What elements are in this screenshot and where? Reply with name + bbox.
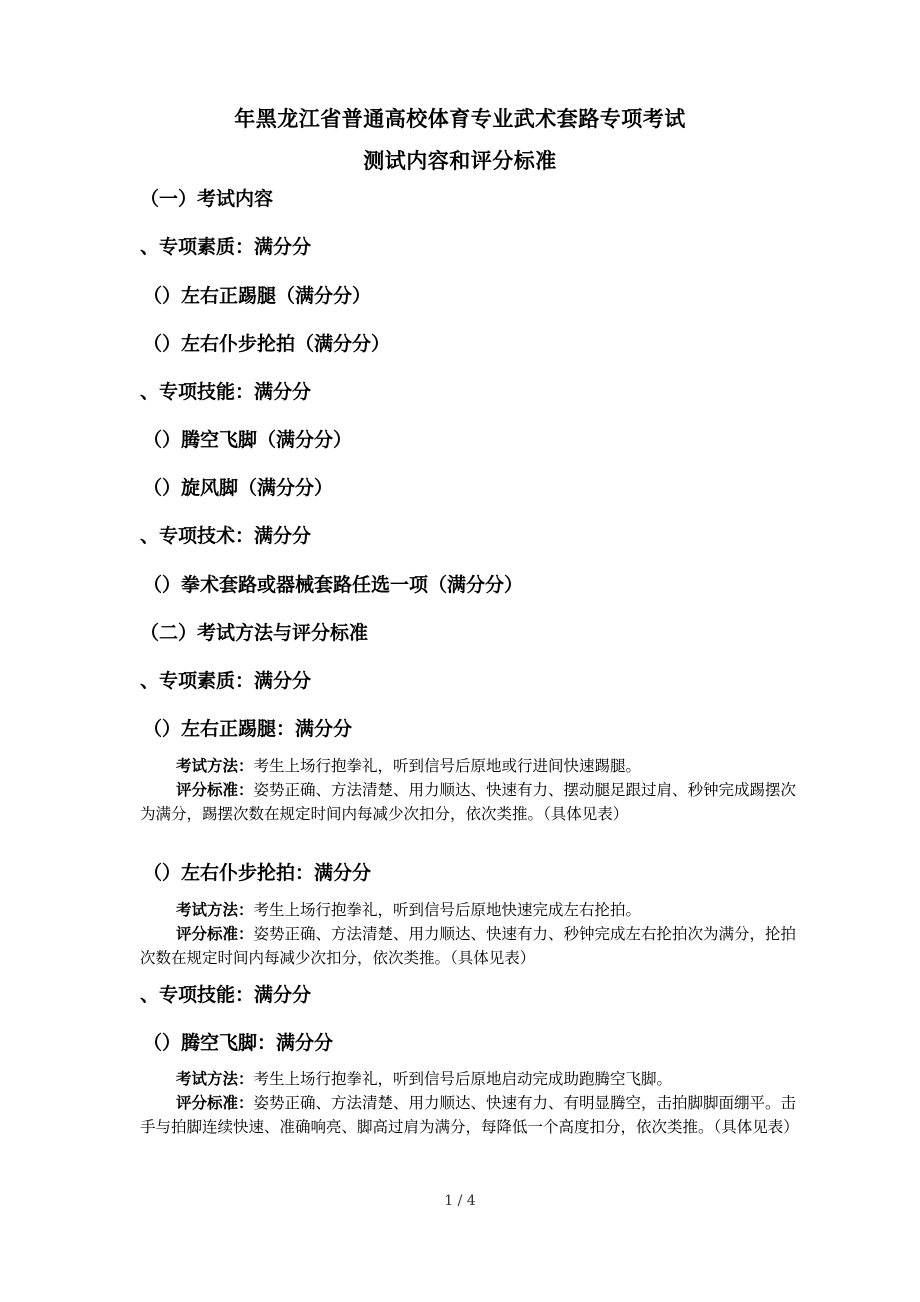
- label-standard: 评分标准：: [176, 780, 254, 799]
- method-text-1: 考生上场行抱拳礼，听到信号后原地或行进间快速踢腿。: [253, 757, 642, 775]
- subitem-lunge-swing-2: （）左右仆步抡拍：满分分: [143, 862, 372, 884]
- subitem-front-kick: （）左右正踢腿（满分分）: [143, 285, 372, 307]
- subitem-front-kick-2: （）左右正踢腿：满分分: [143, 718, 353, 740]
- paragraph-method-1: [140, 754, 800, 779]
- paragraph-method-2: [140, 898, 800, 923]
- subitem-lunge-swing: （）左右仆步抡拍（满分分）: [143, 333, 391, 355]
- method-text-3: 考生上场行抱拳礼，听到信号后原地启动完成助跑腾空飞脚。: [253, 1070, 673, 1088]
- page-number: 1 / 4: [444, 1193, 476, 1209]
- label-method: 考试方法：: [176, 756, 254, 775]
- label-method: 考试方法：: [176, 900, 254, 919]
- subitem-flying-kick-2: （）腾空飞脚：满分分: [143, 1032, 334, 1054]
- label-method: 考试方法：: [176, 1069, 254, 1088]
- item-heading-quality: 、专项素质：满分分: [140, 236, 312, 258]
- item-heading-quality-2: 、专项素质：满分分: [140, 670, 312, 692]
- subitem-flying-kick: （）腾空飞脚（满分分）: [143, 429, 353, 451]
- item-heading-skill-2: 、专项技能：满分分: [140, 984, 312, 1006]
- section-heading-method: （二）考试方法与评分标准: [140, 622, 369, 644]
- item-heading-skill: 、专项技能：满分分: [140, 381, 312, 403]
- paragraph-standard-2: [140, 922, 800, 970]
- subitem-whirlwind-kick: （）旋风脚（满分分）: [143, 477, 334, 499]
- label-standard: 评分标准：: [176, 924, 254, 943]
- subitem-routine: （）拳术套路或器械套路任选一项（满分分）: [143, 574, 524, 596]
- method-text-2: 考生上场行抱拳礼，听到信号后原地快速完成左右抡拍。: [253, 901, 642, 919]
- paragraph-standard-3: [140, 1091, 800, 1139]
- standard-text-1: 姿势正确、方法清楚、用力顺达、快速有力、摆动腿足跟过肩、秒钟完成踢摆次为满分，踢摆次数在规定时间内每减少次扣分，依次类推。（具体见表）: [140, 781, 797, 823]
- label-standard: 评分标准：: [176, 1093, 254, 1112]
- paragraph-standard-1: [140, 778, 800, 826]
- item-heading-technique: 、专项技术：满分分: [140, 525, 312, 547]
- section-heading-content: （一）考试内容: [140, 188, 274, 210]
- document-title-line2: 测试内容和评分标准: [363, 149, 557, 173]
- paragraph-method-3: [140, 1067, 800, 1092]
- standard-text-2: 姿势正确、方法清楚、用力顺达、快速有力、秒钟完成左右抡拍次为满分，抡拍次数在规定时间内每减少次扣分，依次类推。（具体见表）: [140, 925, 797, 967]
- document-title-line1: 年黑龙江省普通高校体育专业武术套路专项考试: [234, 107, 686, 131]
- standard-text-3: 姿势正确、方法清楚、用力顺达、快速有力、有明显腾空，击拍脚脚面绷平。击手与拍脚连续快速、准确响亮、脚高过肩为满分，每降低一个高度扣分，依次类推。（具体见表）: [140, 1094, 799, 1136]
